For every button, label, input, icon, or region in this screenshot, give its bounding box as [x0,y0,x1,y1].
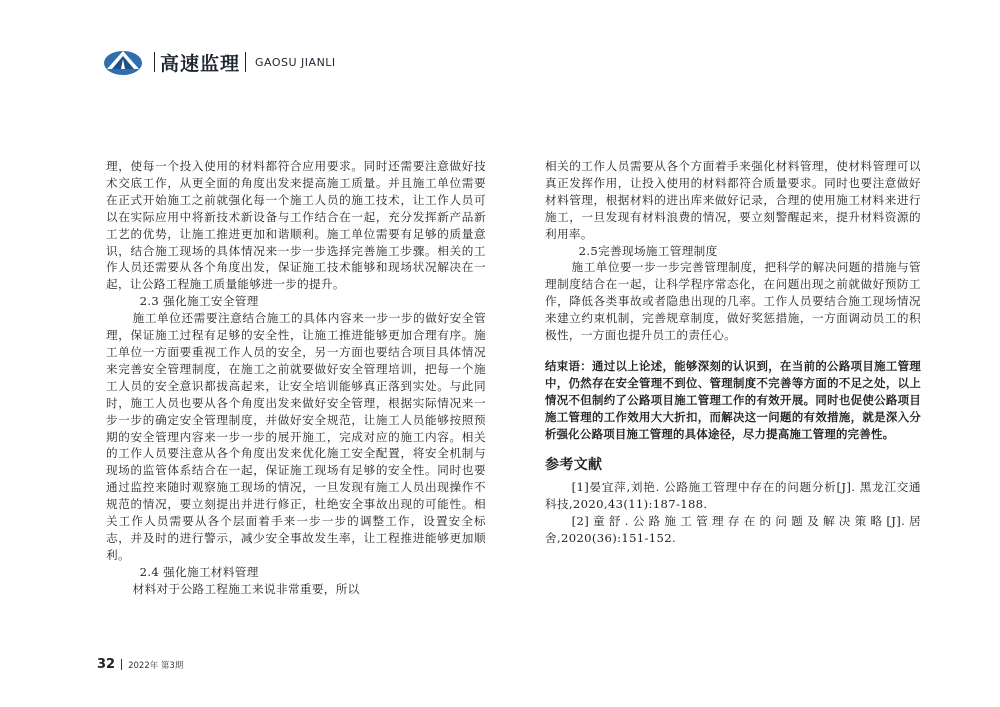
conclusion-paragraph: 结束语：通过以上论述，能够深刻的认识到，在当前的公路项目施工管理中，仍然存在安全管理不到位、管理制度不完善等方面的不足之处，以上情况不但制约了公路项目施工管理工作的有效开展。同时也促使公路项目施工管理的工作效用大大折扣，而解决这一问题的有效措施，就是深入分析强化公路项目施工管理的具体途径，尽力提高施工管理的完善性。 [545,358,921,441]
magazine-subtitle: GAOSU JIANLI [255,55,336,69]
body-paragraph: 施工单位要一步一步完善管理制度，把科学的解决问题的措施与管理制度结合在一起，让科学程序常态化，在问题出现之前就做好预防工作，降低各类事故或者隐患出现的几率。工作人员要结合施工现场情况来建立约束机制，完善规章制度，做好奖惩措施，一方面调动员工的积极性，一方面也提升员工的责任心。 [545,260,921,343]
section-heading-2-4: 2.4 强化施工材料管理 [139,564,259,579]
body-paragraph: 材料对于公路工程施工来说非常重要，所以 [132,581,360,596]
mountain-road-logo-icon [103,47,143,77]
magazine-title: 高速监理 [160,52,241,75]
section-heading-2-5: 2.5完善现场施工管理制度 [578,243,718,258]
references-heading: 参考文献 [545,456,603,473]
right-column [545,158,921,547]
body-paragraph: 相关的工作人员需要从各个方面着手来强化材料管理，使材料管理可以真正发挥作用，让投入使用的材料都符合质量要求。同时也要注意做好材料管理，根据材料的进出库来做好记录，合理的使用施工材料来进行施工，一旦发现有材料浪费的情况，要立刻警醒起来，提升材料资源的利用率。 [545,159,921,241]
body-paragraph: 施工单位还需要注意结合施工的具体内容来一步一步的做好安全管理，保证施工过程有足够的安全性，让施工推进能够更加合理有序。施工单位一方面要重视工作人员的安全，另一方面也要结合项目具体情况来完善安全管理制度，在施工之前就要做好安全管理培训，把每一个施工人员的安全意识都拔高起来，让安全培训能够真正落到实处。与此同时，施工人员也要从各个角度出发来做好安全管理，根据实际情况来一步一步的确定安全管理制度，并做好安全规范，让施工人员能够按照预期的安全管理内容来一步一步的展开施工，完成对应的施工内容。相关的工作人员要注意从各个角度出发来优化施工安全配置，将安全机制与现场的监管体系结合在一起，保证施工现场有足够的安全性。同时也要通过监控来随时观察施工现场的情况，一旦发现有施工人员出现操作不规范的情况，要立刻提出并进行修正，杜绝安全事故出现的可能性。相关工作人员需要从各个层面着手来一步一步的调整工作，设置安全标志，并及时的进行警示，减少安全事故发生率，让工程推进能够更加顺利。 [106,311,486,562]
journal-header [103,44,336,80]
section-heading-2-3: 2.3 强化施工安全管理 [139,294,259,309]
body-paragraph: 理，使每一个投入使用的材料都符合应用要求。同时还需要注意做好技术交底工作，从更全面的角度出发来提高施工质量。并且施工单位需要在正式开始施工之前就强化每一个施工人员的施工技术，让工作人员可以在实际应用中将新技术新设备与工作结合在一起，充分发挥新产品新工艺的优势，让施工推进更加和谐顺利。施工单位需要有足够的质量意识，结合施工现场的具体情况来一步一步选择完善施工步骤。相关的工作人员还需要从各个角度出发，保证施工技术能够和现场状况解决在一起，让公路工程施工质量能够进一步的提升。 [106,159,486,292]
left-column [106,158,486,598]
reference-item: [1]晏宜萍,刘艳. 公路施工管理中存在的问题分析[J]. 黑龙江交通科技,2020,43(11):187-188. [545,480,921,512]
issue-label: 2022年 第3期 [128,660,184,671]
footer-divider [121,659,122,670]
reference-item: [2]童舒.公路施工管理存在的问题及解决策略[J].居舍,2020(36):151-152. [545,514,921,546]
header-divider [245,52,246,72]
header-divider [154,52,155,72]
page-number: 32 [97,657,116,672]
page-footer [97,657,183,672]
